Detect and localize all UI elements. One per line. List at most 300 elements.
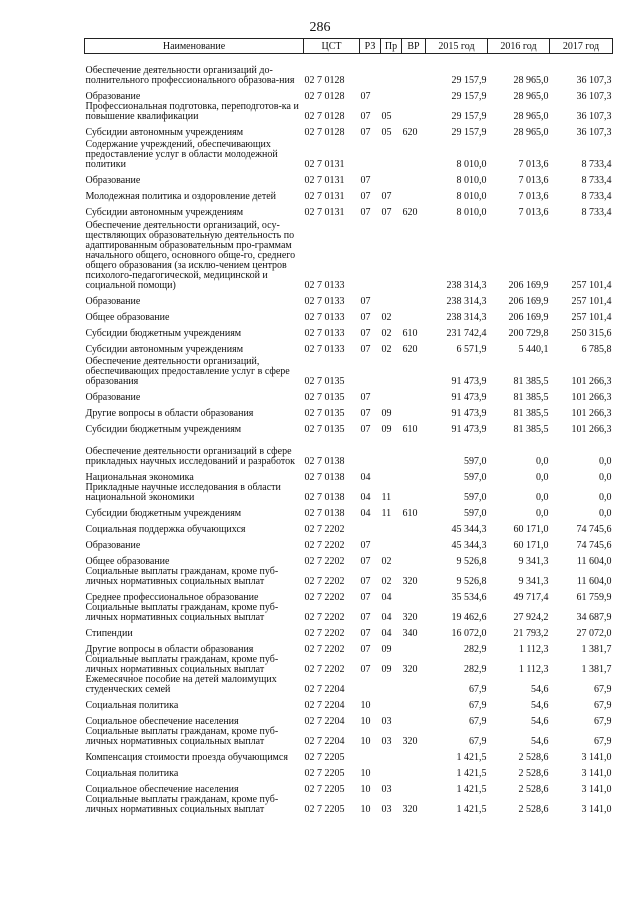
cell-name: Обеспечение деятельности организаций до-полнительного профессионального образова-ния [85,65,295,86]
cell-rz: 07 [360,392,371,403]
table-row [85,603,613,623]
budget-table [84,38,613,815]
table-row [85,675,613,695]
cell-pr: 11 [381,508,392,519]
cell-cst: 02 7 2204 [304,716,345,727]
cell-rz: 07 [360,576,371,587]
cell-rz: 07 [360,312,371,323]
cell-2016: 21 793,2 [513,628,549,639]
cell-rz: 07 [360,424,371,435]
cell-2017: 36 107,3 [576,75,612,86]
cell-vr: 610 [402,424,418,435]
cell-rz: 07 [360,91,371,102]
table-row [85,779,613,795]
table-row [85,102,613,122]
cell-cst: 02 7 0128 [304,111,345,122]
cell-2017: 74 745,6 [576,540,612,551]
cell-vr [402,639,426,655]
table-row [85,727,613,747]
cell-cst: 02 7 0128 [304,127,345,138]
cell-2017: 1 381,7 [581,644,612,655]
table-row [85,186,613,202]
cell-pr [381,695,402,711]
cell-rz: 10 [360,768,371,779]
cell-2015: 45 344,3 [451,524,487,535]
cell-vr [402,519,426,535]
cell-2017: 0,0 [599,492,612,503]
table-row [85,307,613,323]
cell-pr: 02 [381,576,392,587]
cell-2017: 27 072,0 [576,628,612,639]
cell-rz: 07 [360,556,371,567]
cell-cst: 02 7 2204 [304,700,345,711]
cell-pr: 09 [381,664,392,675]
cell-rz: 07 [360,408,371,419]
cell-name: Субсидии бюджетным учреждениям [85,328,242,339]
cell-2015: 45 344,3 [451,540,487,551]
cell-pr: 02 [381,328,392,339]
cell-pr: 03 [381,784,392,795]
cell-2017: 11 604,0 [576,576,612,587]
table-row [85,202,613,218]
cell-rz: 04 [360,508,371,519]
cell-name: Другие вопросы в области образования [85,644,254,655]
cell-2016: 206 169,9 [508,280,549,291]
cell-rz: 07 [360,540,371,551]
table-row [85,339,613,355]
cell-pr: 03 [381,716,392,727]
cell-2017: 0,0 [599,472,612,483]
cell-pr: 07 [381,207,392,218]
cell-name: Компенсация стоимости проезда обучающимся [85,752,288,763]
cell-2016: 54,6 [531,736,549,747]
cell-pr [381,218,402,291]
cell-name: Образование [85,175,141,186]
cell-2017: 101 266,3 [571,424,612,435]
cell-vr [402,675,426,695]
cell-rz [360,675,381,695]
cell-2017: 0,0 [599,456,612,467]
cell-pr: 09 [381,424,392,435]
cell-2016: 2 528,6 [518,768,549,779]
cell-vr: 320 [402,612,418,623]
cell-2017: 101 266,3 [571,376,612,387]
cell-pr [381,435,402,467]
cell-2016: 7 013,6 [518,207,549,218]
cell-name: Содержание учреждений, обеспечивающих предоставление услуг в области молодежной политики [85,139,278,170]
header-vr: ВР [402,39,426,54]
cell-2017: 67,9 [594,684,612,695]
cell-2015: 1 421,5 [456,752,487,763]
cell-vr: 620 [402,127,418,138]
cell-rz: 07 [360,191,371,202]
cell-cst: 02 7 2202 [304,612,345,623]
cell-rz: 07 [360,207,371,218]
page-number: 286 [309,20,331,35]
cell-pr: 09 [381,644,392,655]
cell-pr: 04 [381,628,392,639]
cell-2017: 257 101,4 [571,296,612,307]
cell-2016: 1 112,3 [518,644,549,655]
cell-2016: 206 169,9 [508,296,549,307]
table-row [85,551,613,567]
cell-rz: 07 [360,328,371,339]
table-row [85,655,613,675]
cell-2017: 101 266,3 [571,408,612,419]
cell-rz: 10 [360,736,371,747]
cell-2015: 282,9 [464,644,487,655]
cell-2016: 0,0 [536,456,549,467]
cell-2015: 238 314,3 [446,296,487,307]
table-row [85,763,613,779]
cell-2016: 49 717,4 [513,592,549,603]
cell-cst: 02 7 2202 [304,592,345,603]
cell-2015: 8 010,0 [456,159,487,170]
cell-rz [360,54,381,87]
cell-cst: 02 7 0135 [304,408,345,419]
cell-cst: 02 7 0138 [304,508,345,519]
cell-2017: 67,9 [594,736,612,747]
cell-2015: 29 157,9 [451,127,487,138]
cell-name: Национальная экономика [85,472,194,483]
cell-cst: 02 7 0133 [304,344,345,355]
cell-2015: 35 534,6 [451,592,487,603]
cell-vr: 320 [402,804,418,815]
table-row [85,419,613,435]
cell-2016: 81 385,5 [513,392,549,403]
cell-vr [402,54,426,87]
cell-vr [402,587,426,603]
header-2016: 2016 год [488,39,550,54]
cell-2017: 6 785,8 [581,344,612,355]
cell-rz [360,218,381,291]
header-cst: ЦСТ [304,39,360,54]
cell-rz: 07 [360,127,371,138]
cell-cst: 02 7 0133 [304,280,345,291]
cell-2016: 7 013,6 [518,175,549,186]
table-row [85,291,613,307]
cell-cst: 02 7 2202 [304,540,345,551]
cell-2016: 7 013,6 [518,191,549,202]
cell-2016: 54,6 [531,716,549,727]
table-row [85,795,613,815]
cell-cst: 02 7 2204 [304,736,345,747]
cell-2015: 6 571,9 [456,344,487,355]
cell-2017: 67,9 [594,716,612,727]
cell-2015: 597,0 [464,492,487,503]
cell-name: Социальные выплаты гражданам, кроме пуб-личных нормативных социальных выплат [85,726,279,747]
cell-name: Социальные выплаты гражданам, кроме пуб-личных нормативных социальных выплат [85,654,279,675]
cell-name: Социальное обеспечение населения [85,716,239,727]
cell-2017: 3 141,0 [581,784,612,795]
table-row [85,535,613,551]
cell-2015: 29 157,9 [451,91,487,102]
cell-2016: 0,0 [536,492,549,503]
cell-cst: 02 7 0135 [304,376,345,387]
cell-cst: 02 7 0131 [304,191,345,202]
cell-vr [402,218,426,291]
cell-pr: 07 [381,191,392,202]
cell-pr: 05 [381,127,392,138]
cell-cst: 02 7 2202 [304,644,345,655]
cell-2015: 67,9 [469,700,487,711]
cell-pr: 02 [381,556,392,567]
table-row [85,711,613,727]
cell-vr: 320 [402,736,418,747]
cell-2017: 11 604,0 [576,556,612,567]
cell-rz: 07 [360,296,371,307]
cell-pr: 03 [381,804,392,815]
cell-2015: 91 473,9 [451,424,487,435]
cell-2015: 8 010,0 [456,191,487,202]
cell-2015: 67,9 [469,684,487,695]
cell-2015: 597,0 [464,456,487,467]
cell-2017: 3 141,0 [581,752,612,763]
cell-2017: 257 101,4 [571,312,612,323]
cell-2017: 34 687,9 [576,612,612,623]
cell-2016: 28 965,0 [513,91,549,102]
cell-rz [360,138,381,170]
cell-name: Среднее профессиональное образование [85,592,259,603]
table-row [85,435,613,467]
cell-cst: 02 7 0135 [304,392,345,403]
cell-vr [402,86,426,102]
cell-vr [402,102,426,122]
cell-cst: 02 7 2205 [304,804,345,815]
table-row [85,695,613,711]
cell-vr [402,695,426,711]
cell-vr [402,387,426,403]
cell-2017: 1 381,7 [581,664,612,675]
cell-rz: 07 [360,644,371,655]
cell-2015: 29 157,9 [451,111,487,122]
cell-rz: 10 [360,716,371,727]
cell-2017: 61 759,9 [576,592,612,603]
cell-name: Прикладные научные исследования в области национальной экономики [85,482,281,503]
cell-rz: 07 [360,612,371,623]
cell-name: Социальные выплаты гражданам, кроме пуб-личных нормативных социальных выплат [85,602,279,623]
cell-cst: 02 7 0131 [304,159,345,170]
cell-pr: 04 [381,592,392,603]
cell-cst: 02 7 0131 [304,207,345,218]
cell-2016: 0,0 [536,508,549,519]
cell-cst: 02 7 2205 [304,752,345,763]
cell-vr [402,763,426,779]
cell-name: Субсидии автономным учреждениям [85,344,244,355]
cell-pr [381,747,402,763]
cell-vr [402,355,426,387]
cell-vr [402,467,426,483]
cell-name: Субсидии бюджетным учреждениям [85,508,242,519]
table-row [85,639,613,655]
cell-cst: 02 7 2205 [304,784,345,795]
cell-name: Субсидии бюджетным учреждениям [85,424,242,435]
cell-cst: 02 7 0131 [304,175,345,186]
table-header-row [85,39,613,54]
cell-2015: 91 473,9 [451,408,487,419]
cell-vr [402,483,426,503]
cell-name: Обеспечение деятельности организаций в сфере прикладных научных исследований и разработок [85,446,295,467]
cell-name: Обеспечение деятельности организаций, обеспечивающих предоставление услуг в сфере образования [85,356,290,387]
cell-pr [381,519,402,535]
cell-vr: 610 [402,328,418,339]
cell-2016: 60 171,0 [513,540,549,551]
cell-2015: 1 421,5 [456,784,487,795]
cell-2015: 91 473,9 [451,376,487,387]
cell-name: Социальное обеспечение населения [85,784,239,795]
cell-vr [402,747,426,763]
cell-2015: 19 462,6 [451,612,487,623]
cell-cst: 02 7 0128 [304,91,345,102]
cell-rz [360,747,381,763]
table-row [85,387,613,403]
cell-2017: 8 733,4 [581,207,612,218]
table-row [85,170,613,186]
cell-vr [402,711,426,727]
cell-pr [381,291,402,307]
cell-vr [402,435,426,467]
cell-cst: 02 7 2202 [304,556,345,567]
cell-vr [402,291,426,307]
cell-2015: 9 526,8 [456,576,487,587]
cell-vr [402,535,426,551]
cell-rz: 07 [360,111,371,122]
table-row [85,54,613,87]
cell-pr: 02 [381,312,392,323]
cell-cst: 02 7 0128 [304,75,345,86]
table-row [85,587,613,603]
cell-vr: 340 [402,628,418,639]
cell-vr [402,307,426,323]
cell-2016: 2 528,6 [518,804,549,815]
cell-2016: 54,6 [531,684,549,695]
cell-2015: 8 010,0 [456,207,487,218]
cell-name: Профессиональная подготовка, переподготов-ка и повышение квалификации [85,101,299,122]
header-2017: 2017 год [550,39,613,54]
cell-vr [402,186,426,202]
cell-cst: 02 7 0133 [304,296,345,307]
cell-2015: 67,9 [469,736,487,747]
cell-pr: 05 [381,111,392,122]
cell-2016: 9 341,3 [518,576,549,587]
cell-name: Обеспечение деятельности организаций, осу-ществляющих образовательную деятельность по адаптированным образовательным про-граммам начального общего, основного обще-го, среднего общего образования (за исклю-чением центров психолого-педагогической, медицинской и социальной помощи) [85,220,296,291]
table-row [85,483,613,503]
cell-2015: 238 314,3 [446,280,487,291]
cell-name: Социальные выплаты гражданам, кроме пуб-личных нормативных социальных выплат [85,566,279,587]
table-row [85,519,613,535]
table-row [85,623,613,639]
cell-2016: 28 965,0 [513,75,549,86]
cell-2016: 5 440,1 [518,344,549,355]
cell-2017: 36 107,3 [576,111,612,122]
cell-name: Социальные выплаты гражданам, кроме пуб-личных нормативных социальных выплат [85,794,279,815]
header-rz: РЗ [360,39,381,54]
cell-vr [402,138,426,170]
table-row [85,138,613,170]
cell-2015: 282,9 [464,664,487,675]
table-body [85,54,613,816]
cell-2017: 3 141,0 [581,804,612,815]
header-2015: 2015 год [426,39,488,54]
cell-name: Общее образование [85,556,170,567]
cell-2015: 231 742,4 [446,328,487,339]
cell-2017: 36 107,3 [576,127,612,138]
cell-name: Стипендии [85,628,133,639]
header-name: Наименование [85,39,304,54]
table-row [85,567,613,587]
cell-rz: 10 [360,784,371,795]
cell-2016: 60 171,0 [513,524,549,535]
cell-cst: 02 7 0138 [304,456,345,467]
cell-vr [402,403,426,419]
cell-cst: 02 7 2205 [304,768,345,779]
cell-name: Другие вопросы в области образования [85,408,254,419]
cell-2016: 2 528,6 [518,784,549,795]
cell-pr: 02 [381,344,392,355]
cell-2015: 238 314,3 [446,312,487,323]
cell-vr [402,551,426,567]
cell-cst: 02 7 2204 [304,684,345,695]
cell-vr: 620 [402,207,418,218]
cell-rz [360,435,381,467]
table-row [85,122,613,138]
cell-2016: 81 385,5 [513,376,549,387]
cell-2015: 1 421,5 [456,768,487,779]
cell-name: Социальная политика [85,700,179,711]
cell-2016: 0,0 [536,472,549,483]
cell-2016: 200 729,8 [508,328,549,339]
cell-name: Образование [85,392,141,403]
cell-rz [360,519,381,535]
table-row [85,503,613,519]
cell-cst: 02 7 0135 [304,424,345,435]
header-pr: Пр [381,39,402,54]
table-row [85,323,613,339]
cell-cst: 02 7 2202 [304,524,345,535]
cell-2017: 257 101,4 [571,280,612,291]
cell-name: Субсидии автономным учреждениям [85,127,244,138]
cell-2016: 9 341,3 [518,556,549,567]
cell-2017: 3 141,0 [581,768,612,779]
cell-vr: 610 [402,508,418,519]
cell-name: Образование [85,91,141,102]
table-row [85,86,613,102]
cell-2016: 81 385,5 [513,424,549,435]
cell-cst: 02 7 0138 [304,492,345,503]
cell-2017: 8 733,4 [581,159,612,170]
cell-pr [381,675,402,695]
cell-2017: 101 266,3 [571,392,612,403]
cell-2017: 8 733,4 [581,175,612,186]
cell-vr [402,170,426,186]
cell-rz: 10 [360,700,371,711]
cell-vr: 320 [402,576,418,587]
cell-pr [381,467,402,483]
cell-cst: 02 7 0133 [304,328,345,339]
cell-rz: 04 [360,472,371,483]
cell-2016: 54,6 [531,700,549,711]
table-row [85,218,613,291]
cell-name: Субсидии автономным учреждениям [85,207,244,218]
cell-vr: 320 [402,664,418,675]
cell-vr: 620 [402,344,418,355]
cell-2015: 16 072,0 [451,628,487,639]
cell-rz: 07 [360,592,371,603]
cell-2016: 27 924,2 [513,612,549,623]
cell-rz: 07 [360,664,371,675]
cell-2015: 9 526,8 [456,556,487,567]
cell-pr [381,387,402,403]
